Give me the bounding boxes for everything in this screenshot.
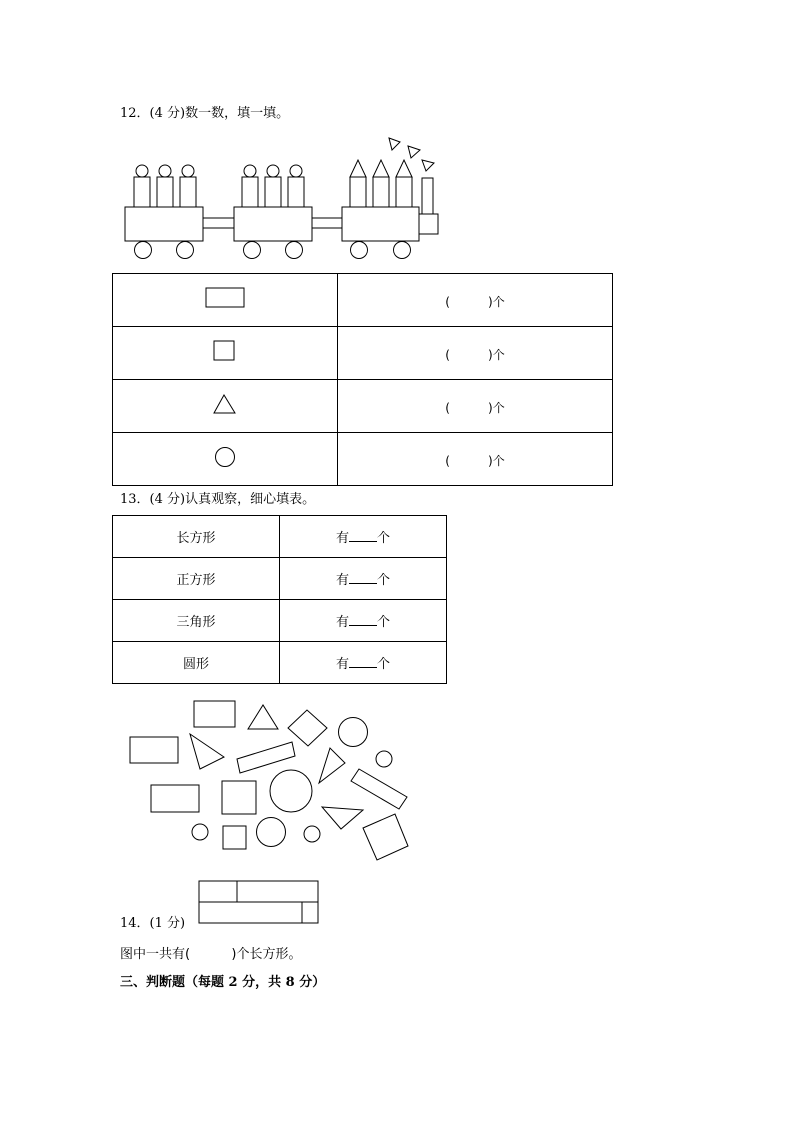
shape-name: 正方形 bbox=[113, 558, 280, 600]
shape-name: 圆形 bbox=[113, 642, 280, 684]
shape-name: 三角形 bbox=[113, 600, 280, 642]
count-suffix: 个 bbox=[377, 531, 391, 546]
count-prefix: 有 bbox=[335, 573, 349, 588]
count-prefix: 有 bbox=[335, 615, 349, 630]
answer-blank: ( )个 bbox=[445, 294, 505, 309]
answer-blank: ( )个 bbox=[445, 453, 505, 468]
section3-heading: 三、判断题（每题 2 分，共 8 分） bbox=[120, 975, 326, 990]
count-suffix: 个 bbox=[377, 573, 391, 588]
q13-title: 13．(4 分)认真观察，细心填表。 bbox=[120, 492, 316, 507]
count-suffix: 个 bbox=[377, 657, 391, 672]
count-prefix: 有 bbox=[335, 657, 349, 672]
count-prefix: 有 bbox=[335, 531, 349, 546]
q12-title: 12．(4 分)数一数，填一填。 bbox=[120, 106, 290, 121]
answer-blank: ( )个 bbox=[445, 400, 505, 415]
q14-text: 图中一共有( )个长方形。 bbox=[120, 947, 302, 962]
shape-name: 长方形 bbox=[113, 516, 280, 558]
count-suffix: 个 bbox=[377, 615, 391, 630]
answer-blank: ( )个 bbox=[445, 347, 505, 362]
q14-title: 14．(1 分) bbox=[120, 916, 186, 931]
